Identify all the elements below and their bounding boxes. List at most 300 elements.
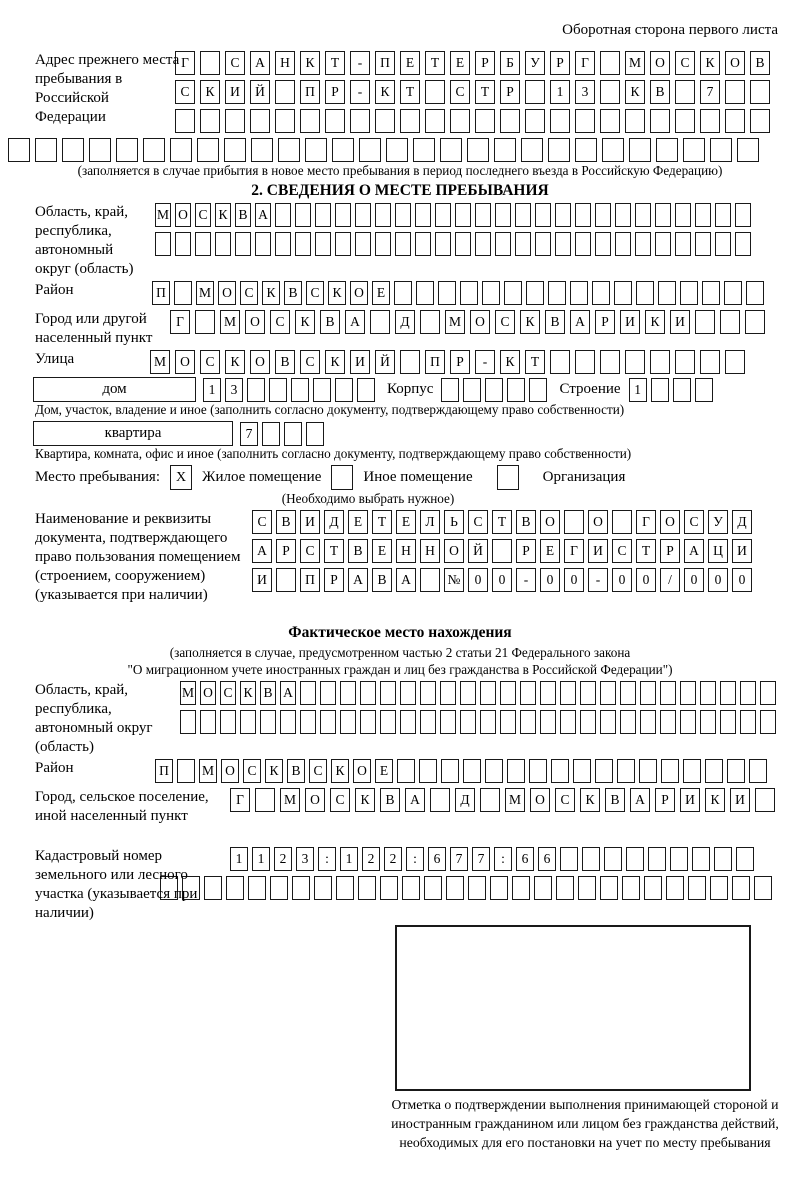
char-cell [750,80,770,104]
mesto-option-org-label: Организация [542,469,626,485]
char-cell [683,138,705,162]
char-cell [640,710,656,734]
char-cell [683,759,701,783]
char-cell: - [516,568,536,592]
char-cell [750,109,770,133]
char-cell [435,203,451,227]
checkbox-organizatsiya [497,465,519,490]
kvartira-box: квартира [33,421,233,446]
char-cell [600,80,620,104]
char-cell [639,759,657,783]
char-cell [62,138,84,162]
char-cell: 3 [296,847,314,871]
s3-oblast-block [8,681,792,755]
char-cell: К [625,80,645,104]
char-cell [573,759,591,783]
char-cell [620,710,636,734]
char-cell [700,681,716,705]
char-cell [529,378,547,402]
char-cell: Б [500,51,520,75]
char-cell: П [155,759,173,783]
char-cell [520,710,536,734]
char-cell [727,759,745,783]
char-cell: № [444,568,464,592]
char-cell [625,350,645,374]
char-cell: - [350,51,370,75]
char-cell: К [295,310,315,334]
char-cell: О [444,539,464,563]
char-cell [570,281,588,305]
char-cell: В [605,788,625,812]
char-cell [420,568,440,592]
char-cell [695,203,711,227]
char-cell [315,232,331,256]
char-cell [660,681,676,705]
char-cell [269,378,287,402]
s2-raion-block [8,281,792,305]
prev-address-row-4 [8,138,792,162]
char-cell [295,203,311,227]
char-cell [540,681,556,705]
char-cell: Р [450,350,470,374]
char-cell: С [240,281,258,305]
char-cell [700,350,720,374]
char-cell: 3 [225,378,243,402]
kvartira-note: Квартира, комната, офис и иное (заполнить согласно документу, подтверждающему право собственности) [35,446,632,461]
kadastr-block [8,847,792,923]
kadastr-label: Кадастровый номер земельного или лесного участка (указывается при наличии) [35,848,198,921]
char-cell [535,232,551,256]
char-cell [425,80,445,104]
char-cell [335,378,353,402]
char-cell [435,232,451,256]
char-cell [529,759,547,783]
char-cell: У [708,510,728,534]
char-cell [600,51,620,75]
char-cell [625,109,645,133]
char-cell: М [196,281,214,305]
char-cell [255,788,275,812]
s2-oblast-row-1 [155,203,792,227]
doc-block [8,510,792,618]
house-row [33,377,792,402]
char-cell [200,109,220,133]
char-cell [500,710,516,734]
char-cell [320,681,336,705]
char-cell: Т [636,539,656,563]
char-cell: А [345,310,365,334]
char-cell [629,138,651,162]
char-cell [440,138,462,162]
char-cell [650,350,670,374]
char-cell: С [684,510,704,534]
char-cell: 6 [516,847,534,871]
char-cell: К [355,788,375,812]
char-cell [420,681,436,705]
prev-address-block [8,51,792,162]
char-cell [592,281,610,305]
char-cell [525,80,545,104]
char-cell [460,681,476,705]
char-cell: Р [516,539,536,563]
char-cell: М [155,203,171,227]
char-cell [177,759,195,783]
char-cell: К [580,788,600,812]
char-cell [360,710,376,734]
char-cell [656,138,678,162]
char-cell [635,203,651,227]
char-cell [575,350,595,374]
char-cell [420,710,436,734]
char-cell [725,80,745,104]
char-cell: А [630,788,650,812]
char-cell: О [660,510,680,534]
char-cell [370,310,390,334]
char-cell [515,232,531,256]
char-cell [375,109,395,133]
char-cell: М [280,788,300,812]
char-cell [215,232,231,256]
char-cell [735,203,751,227]
prev-address-row-1 [175,51,792,75]
char-cell [291,378,309,402]
stamp-caption: Отметка о подтверждении выполнения принимающей стороной и иностранным гражданином или лицом без гражданства действий, необходимых для его постановки на учет по месту пребывания [391,1097,779,1150]
char-cell [512,876,530,900]
char-cell [416,281,434,305]
char-cell: 3 [575,80,595,104]
s3-gorod-label: Город, сельское поселение, иной населенный пункт [35,789,209,824]
char-cell [580,710,596,734]
char-cell [651,378,669,402]
char-cell: 1 [252,847,270,871]
char-cell [560,710,576,734]
char-cell: О [353,759,371,783]
char-cell: Р [660,539,680,563]
char-cell: Л [420,510,440,534]
char-cell: В [276,510,296,534]
char-cell [673,378,691,402]
char-cell [580,681,596,705]
char-cell [692,847,710,871]
char-cell: Ь [444,510,464,534]
s3-oblast-row-2 [180,710,792,734]
char-cell [463,378,481,402]
char-cell: О [218,281,236,305]
char-cell [380,876,398,900]
char-cell: В [348,539,368,563]
char-cell: Т [525,350,545,374]
char-cell: С [495,310,515,334]
char-cell [475,109,495,133]
char-cell: И [680,788,700,812]
char-cell [482,281,500,305]
char-cell [760,681,776,705]
char-cell [425,109,445,133]
char-cell [715,232,731,256]
char-cell [660,710,676,734]
char-cell: Г [230,788,250,812]
char-cell: - [475,350,495,374]
char-cell: К [500,350,520,374]
char-cell: Д [732,510,752,534]
char-cell [560,681,576,705]
char-cell: Д [455,788,475,812]
char-cell: Т [425,51,445,75]
char-cell [468,876,486,900]
char-cell: М [220,310,240,334]
char-cell: С [330,788,350,812]
char-cell [235,232,251,256]
char-cell [359,138,381,162]
char-cell [336,876,354,900]
char-cell [755,788,775,812]
section3-note-2: "О миграционном учете иностранных граждан и лиц без гражданства в Российской Федерации") [127,662,673,677]
char-cell [526,281,544,305]
char-cell: 1 [230,847,248,871]
char-cell [695,378,713,402]
char-cell: О [650,51,670,75]
char-cell [492,539,512,563]
char-cell [226,876,244,900]
kvartira-number-row [240,422,328,446]
char-cell: К [215,203,231,227]
char-cell [248,876,266,900]
char-cell: В [287,759,305,783]
char-cell [419,759,437,783]
char-cell: Т [400,80,420,104]
char-cell: И [300,510,320,534]
char-cell: В [750,51,770,75]
prev-address-label: Адрес прежнего места пребывания в Российской Федерации [35,52,180,125]
char-cell: Р [595,310,615,334]
char-cell: М [199,759,217,783]
char-cell: 1 [340,847,358,871]
char-cell: В [260,681,276,705]
char-cell: И [588,539,608,563]
char-cell [360,681,376,705]
char-cell: О [725,51,745,75]
char-cell: / [660,568,680,592]
char-cell [556,876,574,900]
char-cell [504,281,522,305]
char-cell: К [300,51,320,75]
char-cell [300,681,316,705]
char-cell [446,876,464,900]
char-cell [255,232,271,256]
char-cell: Г [575,51,595,75]
char-cell [725,350,745,374]
char-cell [467,138,489,162]
char-cell: И [620,310,640,334]
s2-oblast-row-2 [155,232,792,256]
char-cell: Д [324,510,344,534]
char-cell: О [350,281,368,305]
char-cell [550,350,570,374]
char-cell [680,710,696,734]
char-cell [640,681,656,705]
doc-label: Наименование и реквизиты документа, подтверждающего право пользования помещением (строением, сооружением) (указывается при наличии) [35,511,241,603]
char-cell [220,710,236,734]
char-cell [575,203,591,227]
char-cell [455,232,471,256]
char-cell [475,203,491,227]
char-cell [355,232,371,256]
char-cell: А [348,568,368,592]
char-cell [749,759,767,783]
char-cell [200,710,216,734]
char-cell [604,847,622,871]
char-cell [276,568,296,592]
char-cell [725,109,745,133]
char-cell [740,710,756,734]
dom-note: Дом, участок, владение и иное (заполнить согласно документу, подтверждающему право собственности) [35,402,625,417]
char-cell: В [545,310,565,334]
char-cell: 0 [636,568,656,592]
char-cell: Д [395,310,415,334]
char-cell: С [555,788,575,812]
char-cell: И [670,310,690,334]
char-cell [535,203,551,227]
s2-ulitsa-row [150,350,792,374]
s2-gorod-label: Город или другой населенный пункт [35,311,153,346]
char-cell: Ц [708,539,728,563]
char-cell: О [588,510,608,534]
mesto-row [35,465,792,490]
char-cell [332,138,354,162]
char-cell: А [250,51,270,75]
char-cell [500,109,520,133]
char-cell: - [350,80,370,104]
stroenie-row [629,378,717,402]
char-cell [495,232,511,256]
char-cell [737,138,759,162]
char-cell [595,232,611,256]
char-cell: Т [372,510,392,534]
char-cell: К [325,350,345,374]
char-cell [735,232,751,256]
mesto-note: (Необходимо выбрать нужное) [281,491,455,506]
char-cell [395,203,411,227]
char-cell [617,759,635,783]
char-cell: 2 [362,847,380,871]
char-cell [555,203,571,227]
char-cell [720,310,740,334]
char-cell [275,80,295,104]
char-cell [380,681,396,705]
char-cell [555,232,571,256]
char-cell: 1 [629,378,647,402]
char-cell: 0 [468,568,488,592]
doc-row-3 [252,568,792,592]
char-cell: 2 [274,847,292,871]
section2-title: 2. СВЕДЕНИЯ О МЕСТЕ ПРЕБЫВАНИЯ [251,182,549,199]
char-cell: К [375,80,395,104]
char-cell: С [450,80,470,104]
char-cell [521,138,543,162]
s2-gorod-block [8,310,792,350]
char-cell [460,281,478,305]
char-cell: О [175,350,195,374]
char-cell [578,876,596,900]
char-cell: 0 [540,568,560,592]
char-cell: 2 [384,847,402,871]
char-cell [305,138,327,162]
char-cell: С [243,759,261,783]
char-cell [400,350,420,374]
char-cell: Р [550,51,570,75]
char-cell: Г [170,310,190,334]
char-cell [494,138,516,162]
kadastr-row-1 [230,847,792,871]
char-cell [702,281,720,305]
char-cell: Г [175,51,195,75]
char-cell [675,203,691,227]
char-cell [480,710,496,734]
char-cell: Г [564,539,584,563]
char-cell: О [200,681,216,705]
char-cell [675,80,695,104]
char-cell [724,281,742,305]
char-cell [560,847,578,871]
char-cell [313,378,331,402]
char-cell [688,876,706,900]
doc-row-2 [252,539,792,563]
char-cell [575,138,597,162]
mesto-option-zhiloe-label: Жилое помещение [202,469,322,485]
char-cell [644,876,662,900]
char-cell [463,759,481,783]
char-cell: Е [372,539,392,563]
char-cell: : [406,847,424,871]
char-cell [600,109,620,133]
char-cell [284,422,302,446]
char-cell: К [328,281,346,305]
char-cell: Н [420,539,440,563]
char-cell: М [150,350,170,374]
char-cell: 0 [564,568,584,592]
char-cell [275,232,291,256]
char-cell: М [625,51,645,75]
char-cell [495,203,511,227]
char-cell: И [732,539,752,563]
char-cell: 0 [492,568,512,592]
char-cell [400,710,416,734]
char-cell: К [331,759,349,783]
s2-gorod-row [170,310,792,334]
char-cell: С [612,539,632,563]
char-cell [400,109,420,133]
char-cell [740,681,756,705]
char-cell [626,847,644,871]
char-cell: 7 [700,80,720,104]
s2-ulitsa-block [8,350,792,374]
char-cell: 6 [428,847,446,871]
char-cell [551,759,569,783]
char-cell: С [175,80,195,104]
char-cell [548,138,570,162]
char-cell [675,232,691,256]
char-cell [650,109,670,133]
char-cell [355,203,371,227]
char-cell [745,310,765,334]
checkbox-inoe [331,465,353,490]
char-cell: А [405,788,425,812]
char-cell: : [494,847,512,871]
char-cell: 7 [450,847,468,871]
char-cell [525,109,545,133]
char-cell [430,788,450,812]
s2-raion-row [152,281,792,305]
